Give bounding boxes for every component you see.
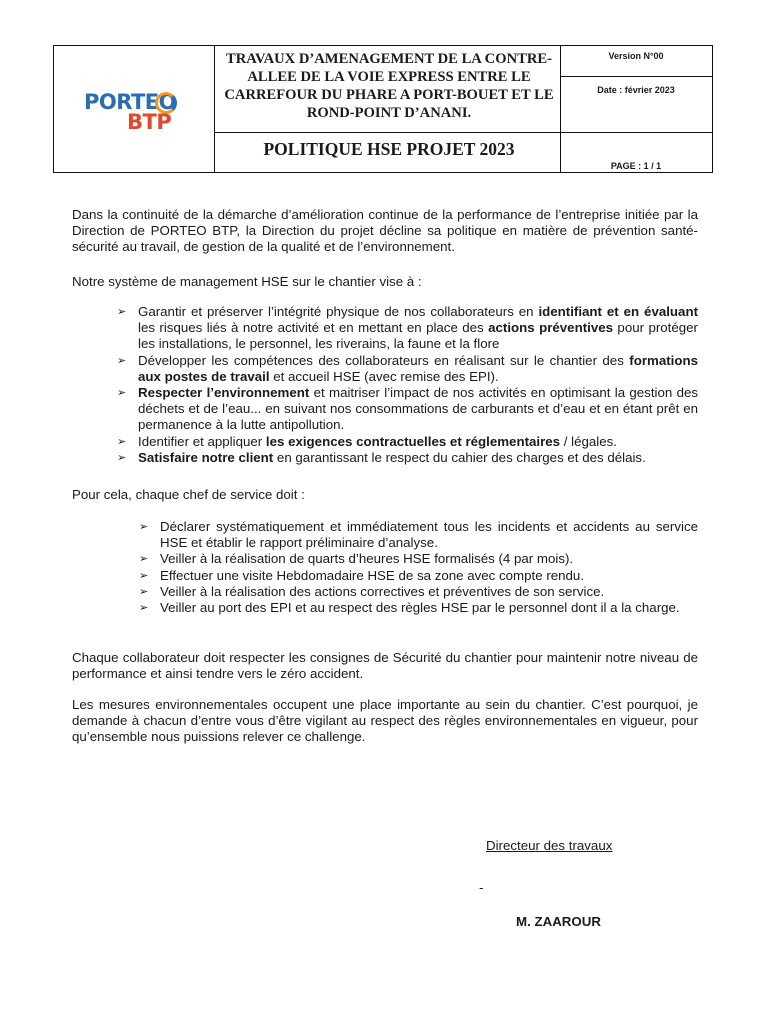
document-header [53, 45, 713, 173]
arrow-bullet-icon: ➢ [117, 354, 127, 367]
list-item: ➢ Veiller à la réalisation des actions correctives et préventives de son service. [139, 583, 605, 599]
page-label: PAGE : 1 / 1 [610, 161, 662, 171]
chef-intro: Pour cela, chaque chef de service doit : [72, 487, 305, 502]
logo-word-porteo: PORTEO [84, 90, 176, 114]
list-item: ➢ Respecter l’environnement et maitriser l’impact de nos activités en optimisant la gestion des déchets et de l’eau... en suivant nos consommations de carburants et d’eau et en étant prêt en permanence à la lutte antipollution. [117, 385, 699, 433]
list-item: ➢ Veiller à la réalisation de quarts d’heures HSE formalisés (4 par mois). [139, 551, 574, 567]
arrow-bullet-icon: ➢ [139, 553, 149, 566]
porteo-btp-logo [84, 90, 179, 140]
version-label: Version N°00 [608, 51, 664, 61]
signature-dash: - [479, 880, 484, 895]
arrow-bullet-icon: ➢ [117, 306, 127, 318]
duties-list [139, 519, 698, 616]
signature-name: M. ZAAROUR [516, 914, 601, 929]
list-item: ➢ Effectuer une visite Hebdomadaire HSE de sa zone avec compte rendu. [139, 567, 585, 583]
list-item: ➢ Veiller au port des EPI et au respect des règles HSE par le personnel dont il a la charge. [139, 600, 680, 616]
intro-paragraph: Dans la continuité de la démarche d’amélioration continue de la performance de l’entreprise initiée par la Direction de PORTEO BTP, la Direction du projet décline sa politique en matière de prévention santé-sécurité au travail, de gestion de la qualité et de l’environnement. [72, 207, 698, 255]
arrow-bullet-icon: ➢ [117, 435, 127, 448]
list-item: ➢ Garantir et préserver l’intégrité physique de nos collaborateurs en identifiant et en évaluant les risques liés à notre activité et en mettant en place des actions préventives pour protéger les installations, le personnel, les riverains, la faune et la flore [117, 304, 698, 352]
list-item: ➢ Déclarer systématiquement et immédiatement tous les incidents et accidents au service HSE et établir le rapport préliminaire d’analyse. [139, 519, 698, 551]
document-subtitle: POLITIQUE HSE PROJET 2023 [263, 139, 515, 159]
arrow-bullet-icon: ➢ [117, 451, 127, 464]
header-divider [560, 46, 561, 172]
header-divider [214, 132, 712, 133]
list-item: ➢ Développer les compétences des collaborateurs en réalisant sur le chantier des formations aux postes de travail et accueil HSE (avec remise des EPI). [117, 352, 698, 384]
arrow-bullet-icon: ➢ [117, 387, 127, 400]
signature-role: Directeur des travaux [486, 838, 613, 853]
collaborator-paragraph: Chaque collaborateur doit respecter les consignes de Sécurité du chantier pour maintenir notre niveau de performance et ainsi tendre vers le zéro accident. [72, 650, 698, 682]
environment-paragraph: Les mesures environnementales occupent une place importante au sein du chantier. C’est pourquoi, je demande à chacun d’entre vous d’être vigilant au respect des règles environnementales en vigueur, pour qu’ensemble nous puissions relever ce challenge. [72, 697, 698, 745]
arrow-bullet-icon: ➢ [139, 602, 149, 615]
arrow-bullet-icon: ➢ [139, 585, 149, 598]
system-intro: Notre système de management HSE sur le chantier vise à : [72, 274, 422, 289]
logo-word-btp: BTP [127, 110, 172, 134]
arrow-bullet-icon: ➢ [139, 521, 149, 533]
aims-list [117, 304, 699, 466]
document-title: TRAVAUX D’AMENAGEMENT DE LA CONTRE-ALLEE DE LA VOIE EXPRESS ENTRE LE CARREFOUR DU PHARE A PORT-BOUET ET LE ROND-POINT D’ANANI. [224, 51, 554, 121]
list-item: ➢ Satisfaire notre client en garantissant le respect du cahier des charges et des délais. [117, 449, 646, 465]
list-item: ➢ Identifier et appliquer les exigences contractuelles et réglementaires / légales. [117, 433, 617, 449]
header-divider [214, 46, 215, 172]
arrow-bullet-icon: ➢ [139, 569, 149, 582]
header-divider [560, 76, 712, 77]
date-label: Date : février 2023 [597, 85, 675, 95]
